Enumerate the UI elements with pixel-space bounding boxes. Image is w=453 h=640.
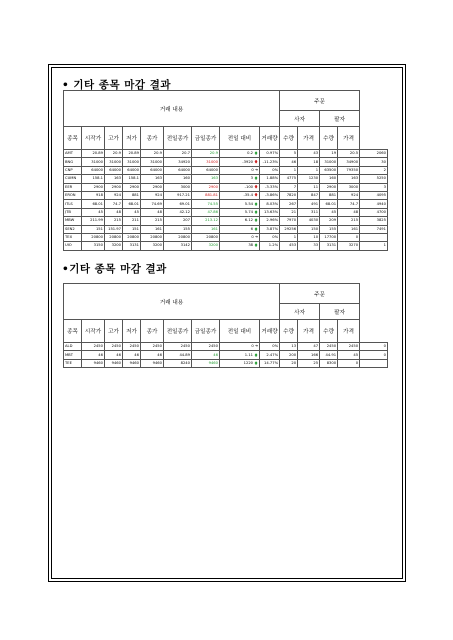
up-arrow-icon: 🡅 [254,151,258,156]
change-value: -35.4 [243,193,254,198]
open-price: 3150 [82,242,105,250]
sell-price: 4095 [360,191,388,199]
flat-arrow-icon: ➔ [254,344,258,349]
prev-close: 160 [164,175,192,183]
high-price: 215 [105,217,123,225]
low-price: 20800 [123,233,141,241]
change-cell [220,242,260,250]
volume: 21 [280,208,298,216]
section-title-2: •기타 종목 마감 결과 [62,263,167,275]
high-price: 163 [105,175,123,183]
buy-qty: 4030 [298,217,320,225]
up-arrow-icon: 🡅 [254,352,258,357]
high-price: 20800 [105,233,123,241]
change-cell [220,351,260,359]
stock-code: MBW [64,217,82,225]
sell-price: 4700 [360,208,388,216]
volume: 7 [280,183,298,191]
close-price: 163 [141,175,164,183]
sell-price: 5250 [360,175,388,183]
today-close: 161 [192,225,220,233]
close-price: 2450 [141,343,164,351]
change-cell [220,166,260,174]
today-close: 9460 [192,359,220,367]
market-close-table-2 [63,283,388,368]
buy-qty: 43 [298,150,320,158]
down-arrow-icon: 🡇 [254,193,258,198]
low-price: 64000 [123,166,141,174]
sell-qty: 3000 [338,183,360,191]
column-header: 가격 [298,127,320,150]
sell-header: 팔자 [320,111,360,127]
high-price: 924 [105,191,123,199]
sell-qty: 74.7 [338,200,360,208]
low-price: 2450 [123,343,141,351]
open-price: 158.1 [82,175,105,183]
prev-close: 42.12 [164,208,192,216]
low-price: 158.1 [123,175,141,183]
open-price: 918 [82,191,105,199]
prev-close: 3142 [164,242,192,250]
change-percent: 3.87% [260,225,280,233]
high-price: 3200 [105,242,123,250]
close-price: 215 [141,217,164,225]
buy-price: 68.01 [320,200,338,208]
sell-price: 3825 [360,217,388,225]
table-row [64,183,388,191]
flat-arrow-icon: ➔ [254,167,258,172]
volume: 267 [280,200,298,208]
buy-qty: 166 [298,351,320,359]
stock-code: CNP [64,166,82,174]
column-header: 종목 [64,320,82,343]
change-cell [220,208,260,216]
change-percent: -3.86% [260,191,280,199]
table-row [64,208,388,216]
table-row [64,166,388,174]
change-percent: 0% [260,233,280,241]
column-header: 저가 [123,127,141,150]
open-price: 20.89 [82,150,105,158]
change-cell [220,217,260,225]
up-arrow-icon: 🡅 [254,176,258,181]
change-value: -100 [244,184,254,189]
low-price: 211 [123,217,141,225]
stock-code: JTB [64,208,82,216]
stock-code: BNG [64,158,82,166]
buy-header: 사자 [280,304,320,320]
column-header: 시작가 [82,320,105,343]
today-close: 163 [192,175,220,183]
column-header: 금일종가 [192,127,220,150]
column-header: 종가 [141,127,164,150]
open-price: 31000 [82,158,105,166]
change-value: -3920 [242,159,254,164]
low-price: 45 [123,208,141,216]
buy-price: 8300 [320,359,338,367]
close-price: 48 [141,208,164,216]
stock-code: ERON [64,191,82,199]
volume: 29256 [280,225,298,233]
down-arrow-icon: 🡇 [254,159,258,164]
buy-qty: 150 [298,225,320,233]
column-header: 고가 [105,127,123,150]
change-value: 1.11 [244,352,254,357]
volume: 1 [280,166,298,174]
today-close: 20.9 [192,150,220,158]
buy-price: 31000 [320,158,338,166]
column-header: 가격 [298,320,320,343]
buy-price: 44.91 [320,351,338,359]
today-close: 3200 [192,242,220,250]
close-price: 924 [141,191,164,199]
open-price: 64000 [82,166,105,174]
buy-price: 2450 [320,343,338,351]
open-price: 2900 [82,183,105,191]
open-price: 20800 [82,233,105,241]
today-close: 47.86 [192,208,220,216]
low-price: 20.89 [123,150,141,158]
buy-price: 19 [320,150,338,158]
column-header: 수량 [320,127,338,150]
high-price: 2450 [105,343,123,351]
close-price: 3200 [141,242,164,250]
high-price: 74.7 [105,200,123,208]
change-value: 5.54 [244,201,254,206]
change-value: 0 [251,235,254,240]
sell-qty: 161 [338,225,360,233]
today-close: 74.55 [192,200,220,208]
today-close: 2450 [192,343,220,351]
table-row [64,351,388,359]
change-percent: 0.97% [260,150,280,158]
table-row [64,359,388,367]
high-price: 48 [105,208,123,216]
today-close: 881.81 [192,191,220,199]
buy-price: 45 [320,208,338,216]
prev-close: 64000 [164,166,192,174]
table-row [64,200,388,208]
sell-price: 2060 [360,150,388,158]
volume: 1 [280,233,298,241]
change-value: 38 [248,243,254,248]
buy-qty: 33 [298,242,320,250]
change-percent: 2.96% [260,217,280,225]
buy-qty: 10 [298,233,320,241]
sell-qty: 20.5 [338,150,360,158]
change-value: 6.12 [244,218,254,223]
column-header: 종목 [64,127,82,150]
buy-qty: 18 [298,158,320,166]
prev-close: 2450 [164,343,192,351]
stock-code: AMT [64,150,82,158]
table-row [64,158,388,166]
trade-group-header: 거래 내용 [64,91,280,127]
buy-qty: 847 [298,191,320,199]
high-price: 31000 [105,158,123,166]
close-price: 20.9 [141,150,164,158]
prev-close: 34920 [164,158,192,166]
prev-close: 155 [164,225,192,233]
high-price: 2900 [105,183,123,191]
sell-price: 7491 [360,225,388,233]
high-price: 9460 [105,359,123,367]
sell-qty: 924 [338,191,360,199]
volume: 46 [280,158,298,166]
change-value: 5.74 [244,209,254,214]
change-cell [220,359,260,367]
sell-price [360,233,388,241]
change-percent: 2.47% [260,351,280,359]
change-percent: 0% [260,166,280,174]
sell-qty: 48 [338,208,360,216]
sell-qty: 215 [338,217,360,225]
column-header: 수량 [280,127,298,150]
volume: 7820 [280,191,298,199]
table-row [64,217,388,225]
close-price: 2900 [141,183,164,191]
buy-price: 155 [320,225,338,233]
buy-qty: 311 [298,208,320,216]
change-percent: 14.77% [260,359,280,367]
change-cell [220,343,260,351]
volume: 7970 [280,217,298,225]
table-row [64,150,388,158]
prev-close: 20800 [164,233,192,241]
table-row [64,242,388,250]
sell-price: 1 [360,242,388,250]
close-price: 64000 [141,166,164,174]
up-arrow-icon: 🡅 [254,226,258,231]
up-arrow-icon: 🡅 [254,243,258,248]
column-header: 거래량 [260,127,280,150]
buy-price: 881 [320,191,338,199]
prev-close: 207 [164,217,192,225]
column-header: 고가 [105,320,123,343]
table-row [64,175,388,183]
down-arrow-icon: 🡇 [254,184,258,189]
stock-code: ALD [64,343,82,351]
buy-qty: 491 [298,200,320,208]
change-cell [220,158,260,166]
sell-qty: 0 [338,233,360,241]
change-cell [220,200,260,208]
stock-code: ITLS [64,200,82,208]
sell-header: 팔자 [320,304,360,320]
trade-group-header: 거래 내용 [64,284,280,320]
prev-close: 44.89 [164,351,192,359]
sell-price: 30 [360,158,388,166]
change-value: 6 [250,226,254,231]
buy-price: 63500 [320,166,338,174]
column-header: 가격 [338,127,360,150]
market-close-table-1 [63,90,388,251]
sell-price: 3 [360,183,388,191]
sell-qty: 0 [338,359,360,367]
today-close: 213.12 [192,217,220,225]
open-price: 2450 [82,343,105,351]
low-price: 3131 [123,242,141,250]
sell-qty: 163 [338,175,360,183]
column-header: 전일종가 [164,127,192,150]
prev-close: 69.01 [164,200,192,208]
up-arrow-icon: 🡅 [254,201,258,206]
buy-price: 17700 [320,233,338,241]
buy-header: 사자 [280,111,320,127]
stock-code: UIO [64,242,82,250]
sell-price [360,359,388,367]
order-group-header: 주문 [280,284,360,304]
change-value: 0 [251,344,254,349]
change-percent: 8.03% [260,200,280,208]
buy-price: 160 [320,175,338,183]
high-price: 20.9 [105,150,123,158]
column-header: 거래량 [260,320,280,343]
close-price: 20800 [141,233,164,241]
open-price: 45 [82,208,105,216]
prev-close: 8240 [164,359,192,367]
change-percent: -11.23% [260,158,280,166]
today-close: 31000 [192,158,220,166]
low-price: 46 [123,351,141,359]
column-header: 수량 [320,320,338,343]
up-arrow-icon: 🡅 [254,360,258,365]
buy-qty: 11 [298,183,320,191]
buy-price: 3131 [320,242,338,250]
change-cell [220,175,260,183]
low-price: 68.01 [123,200,141,208]
column-header: 수량 [280,320,298,343]
column-header: 가격 [338,320,360,343]
buy-qty: 47 [298,343,320,351]
section-title-1: • 기타 종목 마감 결과 [62,79,171,91]
volume: 13 [280,343,298,351]
buy-qty: 25 [298,359,320,367]
high-price: 64000 [105,166,123,174]
change-value: 0 [251,167,254,172]
change-cell [220,150,260,158]
today-close: 20800 [192,233,220,241]
open-price: 211.99 [82,217,105,225]
stock-code: EER [64,183,82,191]
buy-price: 2900 [320,183,338,191]
high-price: 46 [105,351,123,359]
change-cell [220,191,260,199]
sell-price: 2 [360,166,388,174]
stock-code: TEE [64,359,82,367]
close-price: 9460 [141,359,164,367]
close-price: 31000 [141,158,164,166]
sell-qty: 2450 [338,343,360,351]
sell-price: 0 [360,343,388,351]
open-price: 9460 [82,359,105,367]
column-header: 전일 대비 [220,320,260,343]
stock-code: MBT [64,351,82,359]
open-price: 151 [82,225,105,233]
volume: 5 [280,150,298,158]
volume: 20 [280,359,298,367]
change-percent: 0% [260,343,280,351]
low-price: 9460 [123,359,141,367]
volume: 453 [280,242,298,250]
change-cell [220,183,260,191]
low-price: 881 [123,191,141,199]
change-percent: -3.33% [260,183,280,191]
column-header: 전일 대비 [220,127,260,150]
sell-qty: 79350 [338,166,360,174]
table-row [64,191,388,199]
change-value: 0.2 [247,151,254,156]
table-row [64,233,388,241]
close-price: 161 [141,225,164,233]
up-arrow-icon: 🡅 [254,209,258,214]
today-close: 2900 [192,183,220,191]
close-price: 74.69 [141,200,164,208]
today-close: 64000 [192,166,220,174]
column-header: 시작가 [82,127,105,150]
open-price: 46 [82,351,105,359]
open-price: 68.01 [82,200,105,208]
column-header: 전일종가 [164,320,192,343]
order-group-header: 주문 [280,91,360,111]
prev-close: 20.7 [164,150,192,158]
column-header: 종가 [141,320,164,343]
flat-arrow-icon: ➔ [254,235,258,240]
close-price: 46 [141,351,164,359]
column-header: 저가 [123,320,141,343]
buy-price: 209 [320,217,338,225]
stock-code: CUMN [64,175,82,183]
low-price: 31000 [123,158,141,166]
up-arrow-icon: 🡅 [254,218,258,223]
change-value: 3 [250,176,254,181]
low-price: 151 [123,225,141,233]
buy-qty: 1 [298,166,320,174]
sell-qty: 34900 [338,158,360,166]
table-row [64,225,388,233]
high-price: 151.97 [105,225,123,233]
change-cell [220,225,260,233]
low-price: 2900 [123,183,141,191]
sell-price: 0 [360,351,388,359]
sell-price: 4940 [360,200,388,208]
stock-code: SEN2 [64,225,82,233]
sell-qty: 45 [338,351,360,359]
change-percent: 1.2% [260,242,280,250]
volume: 4775 [280,175,298,183]
change-cell [220,233,260,241]
today-close: 46 [192,351,220,359]
stock-code: TEX [64,233,82,241]
prev-close: 917.21 [164,191,192,199]
change-percent: 13.63% [260,208,280,216]
buy-qty: 1230 [298,175,320,183]
prev-close: 3000 [164,183,192,191]
change-value: 1220 [243,360,254,365]
table-row [64,343,388,351]
volume: 200 [280,351,298,359]
column-header: 금일종가 [192,320,220,343]
change-percent: 1.88% [260,175,280,183]
sell-qty: 3270 [338,242,360,250]
